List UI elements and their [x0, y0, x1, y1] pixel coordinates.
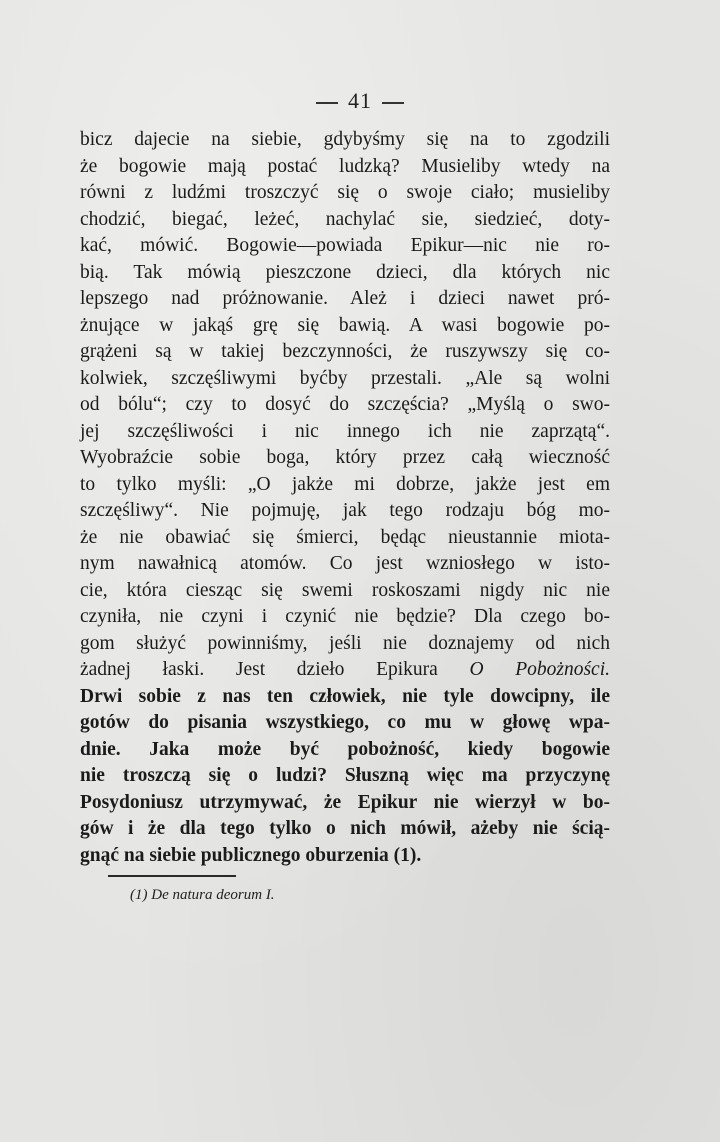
- text-line: od bólu“; czy to dosyć do szczęścia? „Myślą o swo-: [80, 394, 610, 415]
- footnote: (1) De natura deorum I.: [130, 887, 275, 903]
- text-line: dnie. Jaka może być pobożność, kiedy bogowie: [80, 738, 610, 760]
- text-line: bią. Tak mówią pieszczone dzieci, dla których nic: [80, 261, 610, 283]
- text-line: Drwi sobie z nas ten człowiek, nie tyle dowcipny, ile: [80, 685, 610, 707]
- text-line: że nie obawiać się śmierci, będąc nieustannie miota-: [80, 526, 610, 548]
- text-line: gnąć na siebie publicznego oburzenia (1).: [80, 844, 422, 866]
- text-line: lepszego nad próżnowanie. Ależ i dzieci nawet pró-: [80, 288, 610, 309]
- text-line: Posydoniusz utrzymywać, że Epikur nie wierzył w bo-: [80, 791, 610, 813]
- footnote-rule: [108, 875, 236, 877]
- text-line: że bogowie mają postać ludzką? Musieliby wtedy na: [80, 155, 610, 177]
- text-line: czyniła, nie czyni i czynić nie będzie? Dla czego bo-: [80, 606, 610, 627]
- text-line: nie troszczą się o ludzi? Słuszną więc ma przyczynę: [80, 765, 610, 786]
- text-line: szczęśliwy“. Nie pojmuję, jak tego rodzaju bóg mo-: [80, 500, 610, 521]
- text-line: to tylko myśli: „O jakże mi dobrze, jakże jest em: [80, 473, 610, 495]
- text-line: gom służyć powinniśmy, jeśli nie doznajemy od nich: [80, 632, 610, 654]
- text-line-with-title: [80, 657, 610, 684]
- text-line-start: żadnej łaski. Jest dzieło Epikura: [80, 659, 470, 680]
- page-number-value: 41: [348, 88, 372, 113]
- text-line: żnujące w jakąś grę się bawią. A wasi bogowie po-: [80, 314, 610, 336]
- text-line: bicz dajecie na siebie, gdybyśmy się na to zgodzili: [80, 129, 610, 150]
- text-line: chodzić, biegać, leżeć, nachylać sie, siedzieć, doty-: [80, 208, 610, 230]
- body-text: [80, 127, 610, 869]
- text-line: kolwiek, szczęśliwymi byćby przestali. „Ale są wolni: [80, 367, 610, 389]
- book-title: O Pobożności.: [469, 659, 610, 680]
- page-number: [0, 88, 720, 114]
- text-line: kać, mówić. Bogowie—powiada Epikur—nic nie ro-: [80, 235, 610, 256]
- text-line: grążeni są w takiej bezczynności, że ruszywszy się co-: [80, 341, 610, 362]
- dash-right: [382, 102, 404, 104]
- text-line: nym nawałnicą atomów. Co jest wzniosłego w isto-: [80, 553, 610, 574]
- text-line: gów i że dla tego tylko o nich mówił, ażeby nie ścią-: [80, 818, 610, 839]
- text-line: Wyobraźcie sobie boga, który przez całą wieczność: [80, 447, 610, 468]
- dash-left: [316, 102, 338, 104]
- text-line: cie, która ciesząc się swemi roskoszami nigdy nic nie: [80, 579, 610, 601]
- text-line: równi z ludźmi troszczyć się o swoje ciało; musieliby: [80, 182, 610, 203]
- text-line: gotów do pisania wszystkiego, co mu w głowę wpa-: [80, 712, 610, 733]
- text-line: jej szczęśliwości i nic innego ich nie zaprzątą“.: [80, 420, 610, 442]
